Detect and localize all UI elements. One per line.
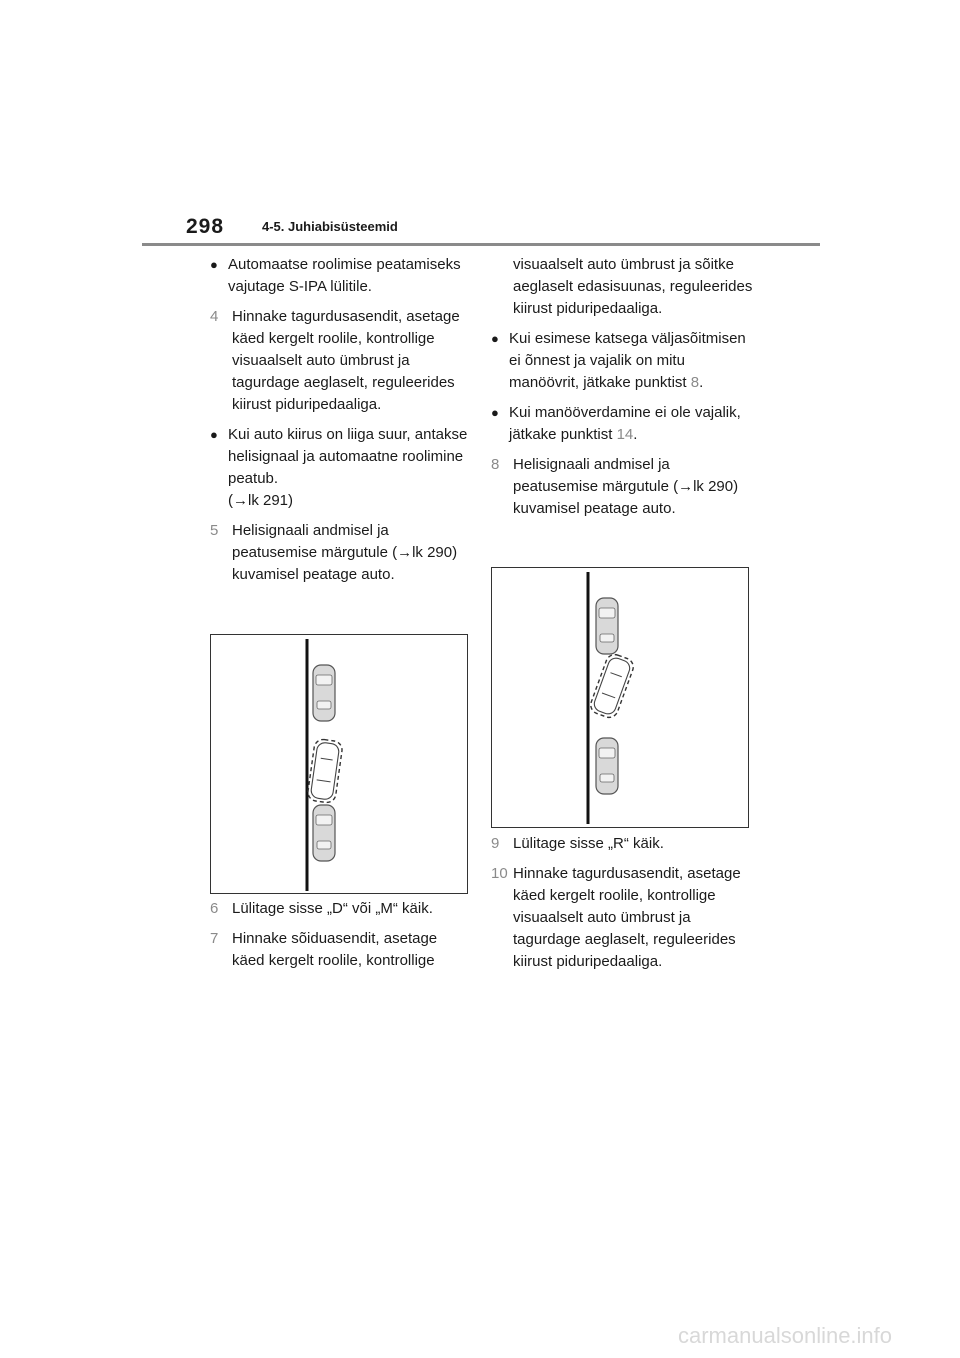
car-icon [596, 598, 618, 654]
bullet-icon: ● [210, 257, 218, 272]
bullet-item: ● Kui auto kiirus on liiga suur, antakse helisignaal ja automaatne roolimine peatub. (→lk 291) [210, 426, 468, 509]
step-6: 6 Lülitage sisse „D“ või „M“ käik. [210, 900, 433, 917]
step-9: 9 Lülitage sisse „R“ käik. [491, 835, 664, 852]
car-icon [313, 665, 335, 721]
step-7-continued: visuaalselt auto ümbrust ja sõitke aeglaselt edasisuunas, reguleerides kiirust piduripedaaliga. [513, 256, 753, 317]
step-4: 4 Hinnake tagurdusasendit, asetage käed kergelt roolile, kontrollige visuaalselt auto ümbrust ja tagurdage aeglaselt, reguleerides kiirust piduripedaaliga. [210, 308, 460, 413]
step-7: 7 Hinnake sõiduasendit, asetage käed kergelt roolile, kontrollige [210, 930, 438, 969]
bullet-item: ● Kui esimese katsega väljasõitmisen ei õnnest ja vajalik on mitu manöövrit, jätkake punktist 8. [491, 330, 746, 391]
car-icon [596, 738, 618, 794]
step-reference: 14 [616, 426, 634, 443]
page-number: 298 [186, 215, 225, 238]
car-icon-moving [307, 738, 343, 803]
bullet-icon: ● [491, 331, 499, 346]
bullet-icon: ● [491, 405, 499, 420]
step-10: 10 Hinnake tagurdusasendit, asetage käed kergelt roolile, kontrollige visuaalselt auto ümbrust ja tagurdage aeglaselt, reguleerides kiirust piduripedaaliga. [491, 865, 741, 970]
step-reference: 8 [690, 374, 700, 391]
left-column [210, 254, 470, 594]
right-column-lower [491, 833, 753, 981]
left-column-lower [210, 898, 470, 980]
header-rule [142, 243, 820, 246]
section-title: 4-5. Juhiabisüsteemid [262, 219, 398, 234]
bullet-item: ● Kui manööverdamine ei ole vajalik, jätkake punktist 14. [491, 404, 741, 443]
bullet-icon: ● [210, 427, 218, 442]
right-column [491, 254, 753, 528]
watermark: carmanualsonline.info [678, 1323, 893, 1348]
car-icon [313, 805, 335, 861]
car-icon-moving [588, 652, 636, 720]
bullet-item: ● Automaatse roolimise peatamiseks vajutage S-IPA lülitile. [210, 256, 461, 295]
parking-diagram-1 [210, 634, 468, 894]
page-reference: (→lk 291) [228, 492, 294, 509]
step-8: 8 Helisignaali andmisel ja peatusemise märgutule (→lk 290) kuvamisel peatage auto. [491, 456, 739, 517]
parking-diagram-2 [491, 567, 749, 828]
step-5: 5 Helisignaali andmisel ja peatusemise märgutule (→lk 290) kuvamisel peatage auto. [210, 522, 458, 583]
